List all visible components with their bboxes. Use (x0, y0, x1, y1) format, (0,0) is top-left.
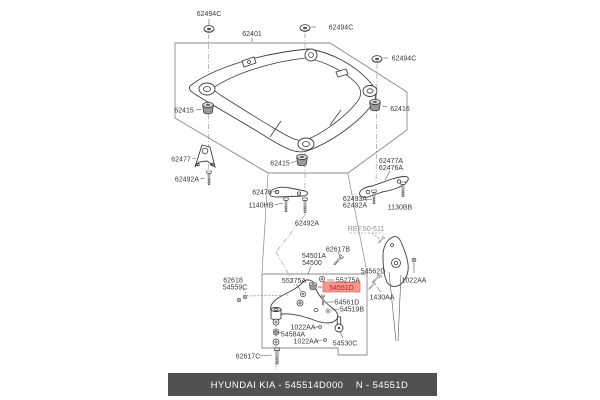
grommet-62494c-left-icon (204, 26, 214, 33)
part-label-54500: 54500 (302, 260, 322, 267)
part-label-62493a: 62493A (342, 196, 368, 203)
part-label-54559c: 54559C (222, 284, 248, 292)
footer-bar (168, 373, 437, 396)
part-label-54519b: 54519B (339, 306, 365, 314)
part-label-62494c-3: 62494C (391, 55, 417, 63)
part-label-62492a-right: 62492A (342, 202, 368, 210)
bushing-62415-left-icon (203, 102, 214, 113)
bushing-62416-icon (370, 99, 381, 110)
washer-54519b-icon (326, 309, 330, 313)
bolt-62617c-icon (274, 348, 280, 364)
washer-1022aa-lower-icon (273, 339, 279, 345)
crossmember-drawing (189, 49, 377, 152)
part-label-62618: 62618 (223, 277, 243, 285)
washer-1022aa-upper-icon (273, 319, 279, 325)
part-label-62492a-left: 62492A (174, 176, 200, 184)
bolt-1022aa-dot1-icon (318, 325, 321, 328)
part-label-1430aa: 1430AA (369, 294, 395, 302)
bracket-62476-icon (270, 187, 308, 197)
part-label-54530c: 54530C (332, 340, 358, 348)
part-label-62416: 62416 (390, 106, 410, 113)
bolt-62617b-icon (333, 255, 344, 266)
part-label-62477: 62477 (171, 156, 191, 164)
knuckle-drawing (368, 236, 416, 341)
rivet-62618-icon (237, 298, 241, 302)
part-label-62476a: 62476A (378, 165, 404, 172)
bolt-1430aa-icon (368, 282, 376, 290)
bushing-62415-center-icon (297, 154, 308, 165)
bolt-1130bb-icon (400, 182, 405, 196)
part-label-62415-center: 62415 (270, 160, 290, 168)
part-label-62494c-2: 62494C (328, 24, 354, 32)
footer-ref-number: N - 54551D (355, 380, 409, 391)
grommet-62494c-center-icon (300, 25, 310, 32)
washer-55275a-upper-icon (319, 276, 324, 281)
rivet-54559c-icon (243, 295, 247, 299)
bracket-62477a-icon (360, 177, 409, 198)
part-label-54501a: 54501A (301, 253, 327, 260)
part-label-54584a: 54584A (280, 331, 306, 339)
part-label-54551d-highlighted: 54551D (329, 284, 354, 292)
bracket-62477-icon (195, 145, 215, 167)
part-label-1140hb: 1140HB (248, 202, 274, 210)
footer-part-number: HYUNDAI KIA - 545514D000 (210, 380, 344, 391)
part-label-62415-left: 62415 (174, 107, 194, 115)
part-label-1130bb: 1130BB (387, 204, 413, 212)
bolt-62492a-left-icon (207, 171, 212, 185)
part-label-1022aa-2: 1022AA (293, 338, 319, 346)
part-label-55275a-right: 55275A (335, 277, 361, 285)
bolt-1140hb-icon (284, 198, 289, 212)
bolt-54562d-icon (371, 275, 380, 284)
bushing-54551d-icon (309, 282, 316, 290)
part-label-55275a-left: 55275A (281, 278, 307, 285)
grommet-62494c-right-icon (372, 56, 382, 63)
part-label-62476: 62476 (252, 189, 272, 197)
bolt-1022aa-dot2-icon (323, 338, 326, 341)
part-label-62477a: 62477A (378, 158, 404, 165)
part-label-54562d: 54562D (360, 268, 386, 276)
washer-55275a-lower-icon (300, 291, 305, 296)
part-label-62617b: 62617B (325, 246, 351, 254)
part-label-1022aa-right: 1022AA (401, 277, 427, 285)
part-label-62401: 62401 (242, 31, 262, 38)
part-label-54561d: 54561D (334, 299, 360, 307)
bolt-1022aa-right-icon (412, 258, 416, 262)
control-arm-drawing (237, 255, 343, 364)
reference-label-ref-50-511: REF.50-511 (347, 226, 385, 233)
part-label-62492a-center: 62492A (294, 220, 320, 228)
part-label-62494c-1: 62494C (196, 11, 222, 18)
part-label-62617c: 62617C (235, 353, 261, 361)
bolt-62493a-icon (372, 190, 377, 204)
bolt-62492a-center-icon (302, 198, 307, 212)
bolt-knuckle-top-icon (378, 236, 385, 244)
part-label-1022aa-1: 1022AA (290, 324, 316, 332)
